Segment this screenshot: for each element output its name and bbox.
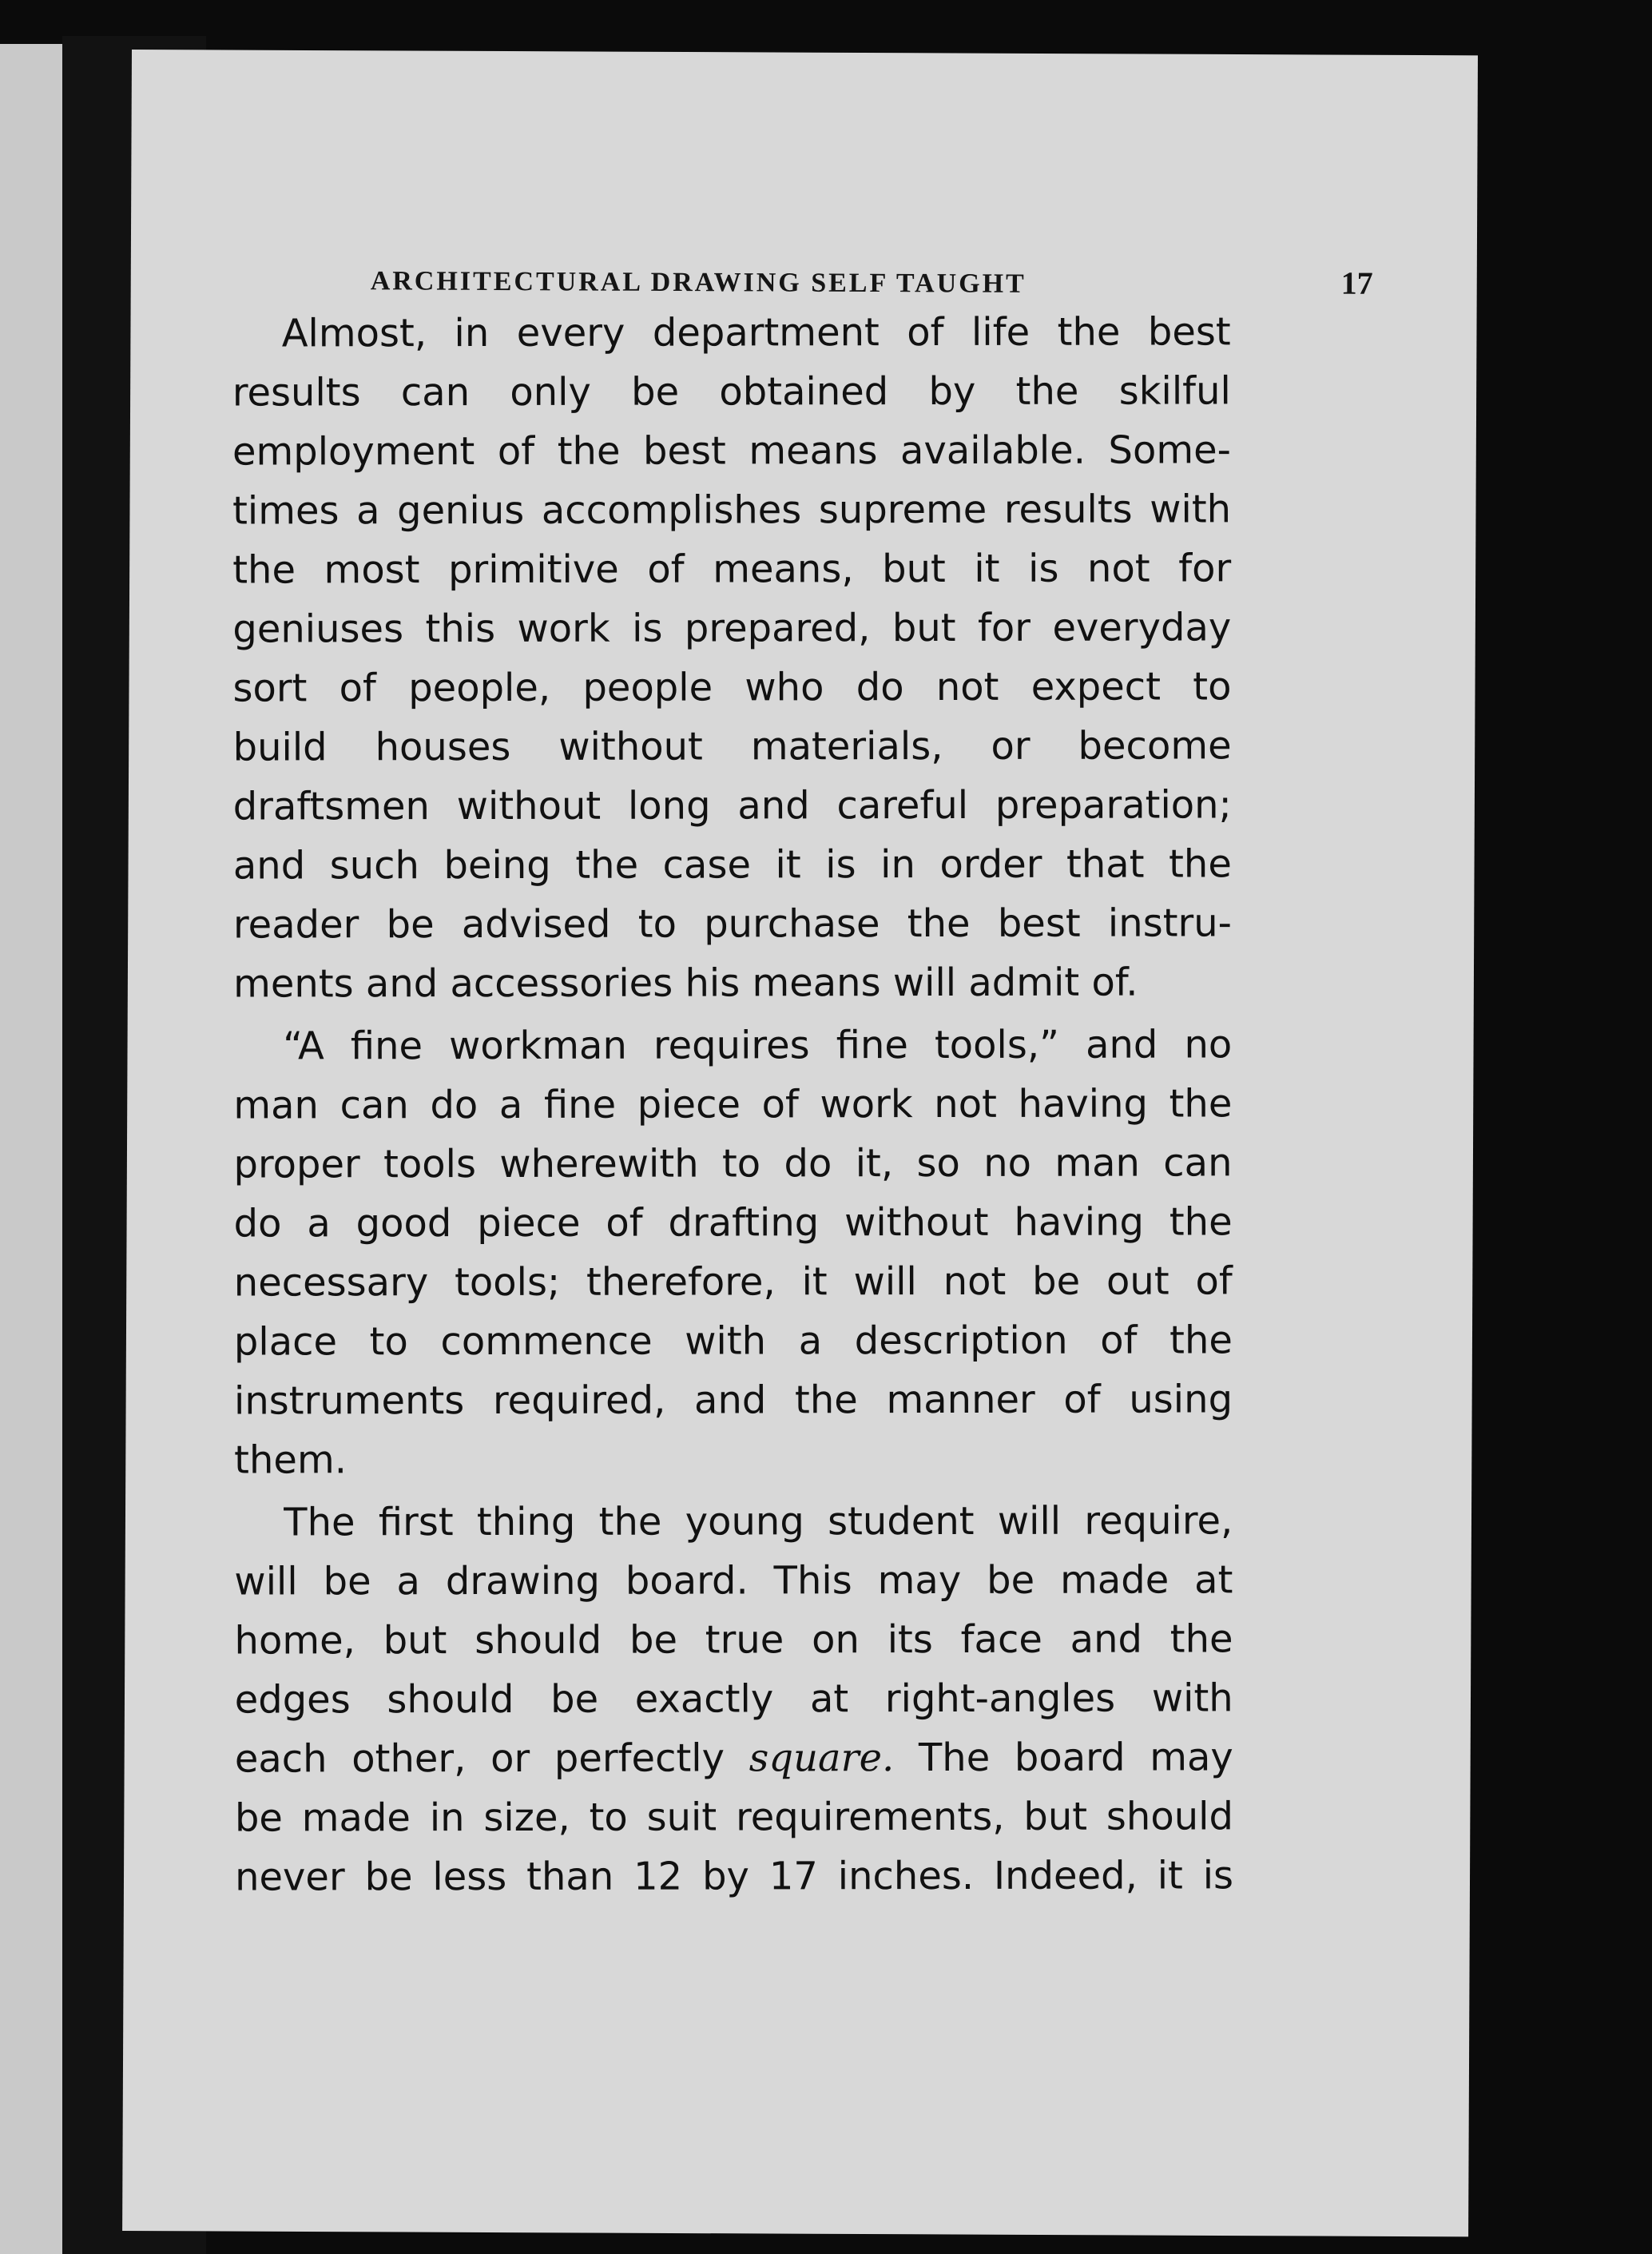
text-line: never be less than 12 by 17 inches. Indeed, it is: [234, 1853, 1234, 1900]
text-line: [235, 1727, 1233, 1788]
italic-word: square.: [749, 1735, 895, 1781]
text-line: do a good piece of drafting without having the: [233, 1199, 1233, 1246]
text-line: build houses without materials, or become: [232, 723, 1232, 770]
book-page: [122, 50, 1478, 2236]
text-line: be made in size, to suit requirements, but should: [234, 1794, 1233, 1841]
text-line: times a genius accomplishes supreme results with: [232, 487, 1232, 534]
text-line: necessary tools; therefore, it will not be out of: [233, 1258, 1233, 1306]
text-line: geniuses this work is prepared, but for everyday: [232, 605, 1232, 652]
text-line: draftsmen without long and careful preparation;: [232, 782, 1232, 829]
text-line: place to commence with a description of the: [233, 1318, 1233, 1365]
text-line: ments and accessories his means will admit of.: [233, 960, 1138, 1007]
text-line: Almost, in every department of life the best: [281, 309, 1231, 356]
paragraph-2: [233, 1015, 1233, 1489]
facing-page-edge: [0, 44, 62, 2254]
text-fragment: The board may: [894, 1735, 1233, 1781]
running-head-title: ARCHITECTURAL DRAWING SELF TAUGHT: [370, 266, 1027, 299]
page-number: 17: [1340, 264, 1373, 301]
running-head: [371, 260, 1373, 301]
text-line: employment of the best means available. Some-: [232, 427, 1231, 475]
text-line: home, but should be true on its face and the: [234, 1616, 1233, 1664]
paragraph-3: [234, 1491, 1233, 1906]
text-line: edges should be exactly at right-angles with: [234, 1676, 1233, 1723]
text-line: man can do a fine piece of work not having the: [233, 1081, 1233, 1128]
text-line: and such being the case it is in order that the: [232, 841, 1232, 888]
text-line: them.: [234, 1437, 347, 1483]
text-line: the most primitive of means, but it is not for: [232, 546, 1232, 593]
text-line: “A fine workman requires fine tools,” and no: [283, 1022, 1233, 1069]
text-line: results can only be obtained by the skilful: [232, 368, 1231, 415]
text-line: proper tools wherewith to do it, so no man can: [233, 1140, 1233, 1187]
text-line: sort of people, people who do not expect to: [232, 664, 1232, 711]
text-line: instruments required, and the manner of using: [233, 1377, 1233, 1424]
body-text: [232, 302, 1233, 1906]
text-line: The first thing the young student will require,: [284, 1498, 1233, 1545]
paragraph-1: [232, 302, 1233, 1013]
text-line: will be a drawing board. This may be made at: [234, 1557, 1233, 1604]
text-line: reader be advised to purchase the best instru-: [232, 900, 1233, 948]
text-fragment: each other, or perfectly: [234, 1735, 749, 1782]
